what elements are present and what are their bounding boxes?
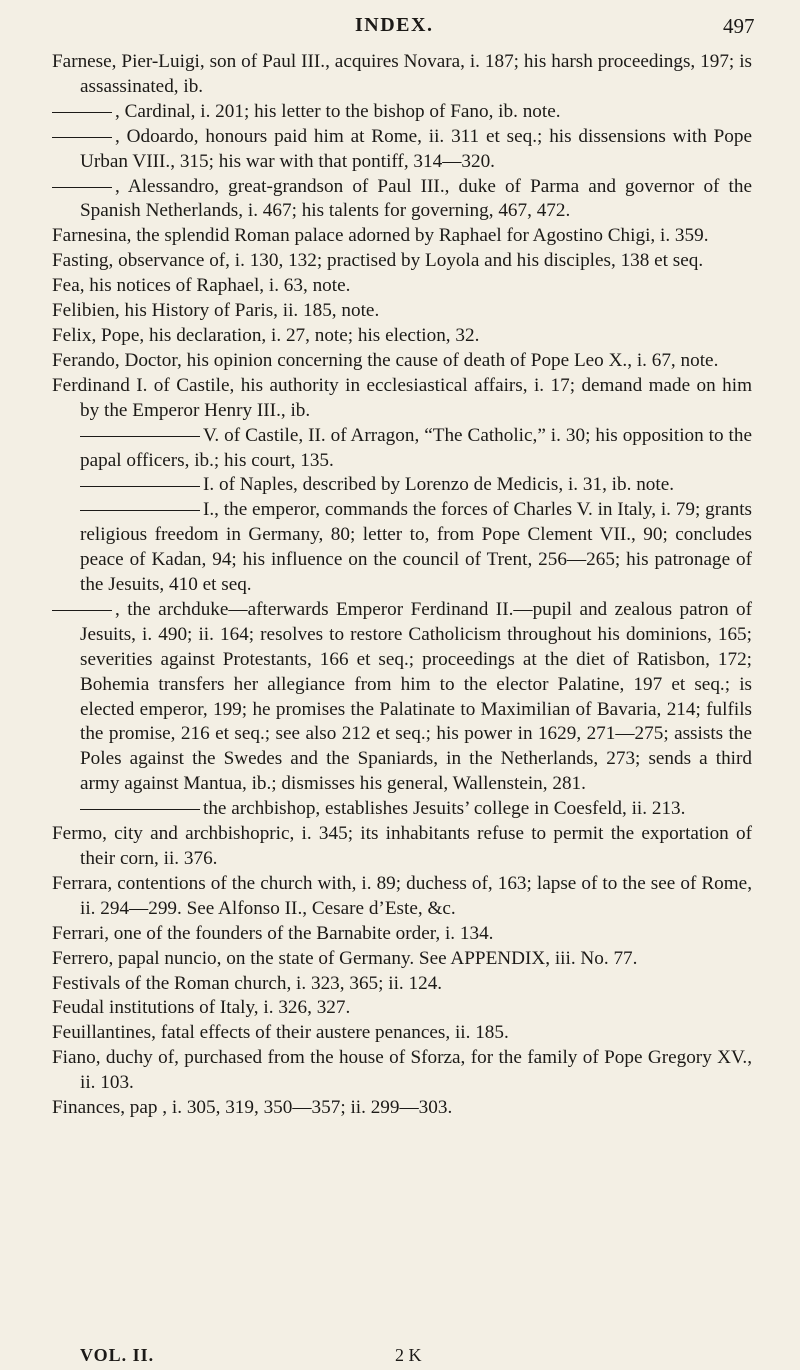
entry-text: Ferrara, contentions of the church with, i. 89; duchess of, 163; lapse of to the see of Rome, ii. 294—299. See Alfonso II., Cesare d’Este, &c. (52, 872, 752, 919)
entry-text: Felix, Pope, his declaration, i. 27, note; his election, 32. (52, 324, 480, 346)
entry-text: Feudal institutions of Italy, i. 326, 327. (52, 997, 351, 1019)
index-entry (52, 299, 752, 324)
index-subentry (52, 100, 752, 125)
entry-text: Fiano, duchy of, purchased from the house of Sforza, for the family of Pope Gregory XV., ii. 103. (52, 1047, 752, 1094)
index-entry (52, 50, 752, 100)
index-entry (52, 947, 752, 972)
ditto-dash (52, 187, 112, 188)
index-subentry (52, 473, 752, 498)
page-footer (0, 1345, 800, 1367)
index-subentry (52, 424, 752, 474)
ditto-dash (52, 112, 112, 113)
running-title: INDEX. (355, 14, 434, 36)
ditto-dash (80, 510, 200, 511)
index-entry (52, 922, 752, 947)
index-entry (52, 1096, 752, 1121)
entry-text: , Alessandro, great-grandson of Paul III., duke of Parma and governor of the Spanish Netherlands, i. 467; his talents for governing, 467, 472. (80, 175, 752, 222)
entry-text: Fermo, city and archbishopric, i. 345; its inhabitants refuse to permit the exportation of their corn, ii. 376. (52, 823, 752, 869)
signature-mark: 2 K (395, 1345, 422, 1365)
entry-text: the archbishop, establishes Jesuits’ college in Coesfeld, ii. 213. (203, 798, 686, 820)
entry-text: Finances, pap , i. 305, 319, 350—357; ii. 299—303. (52, 1097, 453, 1119)
entry-text: Ferrari, one of the founders of the Barnabite order, i. 134. (52, 922, 494, 944)
ditto-dash (80, 486, 200, 487)
ditto-dash (80, 436, 200, 437)
entry-text: , Cardinal, i. 201; his letter to the bishop of Fano, ib. note. (115, 100, 561, 122)
entry-text: , the archduke—afterwards Emperor Ferdinand II.—pupil and zealous patron of Jesuits, i. 490; ii. 164; resolves to restore Catholicism throughout his dominions, 165; severities against Protestants, 166 et seq.; proceedings at the diet of Ratisbon, 172; Bohemia transfers her allegiance from him to the elector Palatine, 197 et seq.; is elected emperor, 199; he promises the Palatinate to Maximilian of Bavaria, 214; fulfils the promise, 216 et seq.; see also 212 et seq.; his power in 1629, 271—275; assists the Poles against the Swedes and the Spaniards, in the Netherlands, 273; sends a third army against Mantua, ib.; dismisses his general, Wallenstein, 281. (80, 598, 752, 795)
index-entry (52, 324, 752, 349)
entry-text: I. of Naples, described by Lorenzo de Medicis, i. 31, ib. note. (203, 474, 675, 496)
index-subentry (52, 125, 752, 175)
entry-text: Felibien, his History of Paris, ii. 185, note. (52, 300, 380, 322)
index-subentry (52, 797, 752, 822)
index-entries (52, 50, 752, 1121)
index-subentry (52, 598, 752, 797)
index-entry (52, 872, 752, 922)
entry-text: Fasting, observance of, i. 130, 132; practised by Loyola and his disciples, 138 et seq. (52, 250, 704, 272)
entry-text: Ferdinand I. of Castile, his authority in ecclesiastical affairs, i. 17; demand made on him by the Emperor Henry III., ib. (52, 374, 752, 421)
index-entry (52, 996, 752, 1021)
index-entry (52, 249, 752, 274)
entry-text: I., the emperor, commands the forces of Charles V. in Italy, i. 79; grants religious freedom in Germany, 80; letter to, from Pope Clement VII., 90; concludes peace of Kadan, 94; his influence on the council of Trent, 256—265; his patronage of the Jesuits, 410 et seq. (80, 499, 752, 596)
entry-text: Farnese, Pier-Luigi, son of Paul III., acquires Novara, i. 187; his harsh proceedings, 197; is assassinated, ib. (52, 51, 752, 97)
index-entry (52, 822, 752, 872)
entry-text: Ferrero, papal nuncio, on the state of Germany. See APPENDIX, iii. No. 77. (52, 947, 638, 969)
entry-text: Farnesina, the splendid Roman palace adorned by Raphael for Agostino Chigi, i. 359. (52, 225, 709, 247)
entry-text: V. of Castile, II. of Arragon, “The Catholic,” i. 30; his opposition to the papal officers, ib.; his court, 135. (80, 424, 752, 471)
ditto-dash (52, 610, 112, 611)
index-subentry (52, 175, 752, 225)
entry-text: , Odoardo, honours paid him at Rome, ii. 311 et seq.; his dissensions with Pope Urban VIII., 315; his war with that pontiff, 314—320. (80, 125, 752, 172)
entry-text: Ferando, Doctor, his opinion concerning the cause of death of Pope Leo X., i. 67, note. (52, 349, 719, 371)
index-entry (52, 274, 752, 299)
ditto-dash (52, 137, 112, 138)
page-number: 497 (723, 14, 755, 38)
volume-mark: VOL. II. (80, 1345, 155, 1365)
entry-text: Feuillantines, fatal effects of their austere penances, ii. 185. (52, 1022, 509, 1044)
index-entry (52, 224, 752, 249)
index-subentry (52, 498, 752, 598)
page-header (0, 6, 800, 40)
index-entry (52, 1021, 752, 1046)
ditto-dash (80, 809, 200, 810)
entry-text: Fea, his notices of Raphael, i. 63, note. (52, 275, 351, 297)
entry-text: Festivals of the Roman church, i. 323, 365; ii. 124. (52, 972, 443, 994)
index-entry (52, 972, 752, 997)
index-entry (52, 1046, 752, 1096)
index-entry (52, 349, 752, 374)
index-entry (52, 374, 752, 424)
